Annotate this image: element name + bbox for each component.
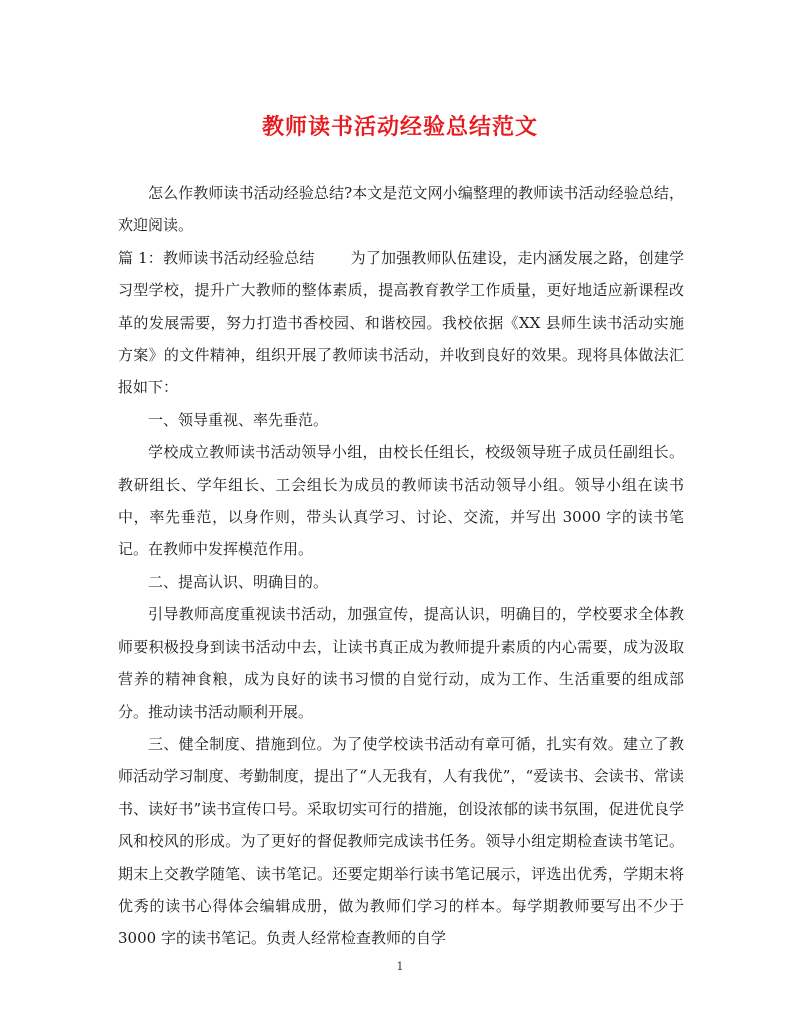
section-heading-2: 二、提高认识、明确目的。 (148, 572, 329, 591)
page-number: 1 (396, 960, 404, 973)
chapter-text: 为了加强教师队伍建设，走内涵发展之路，创建学习型学校，提升广大教师的整体素质，提高教育教学工作质量，更好地适应新课程改革的发展需要，努力打造书香校园、和谐校园。我校依据《XX 县师生读书活动实施方案》的文件精神，组织开展了教师读书活动，并收到良好的效果。现将具体做法汇报如下： (118, 248, 684, 397)
section-heading-1: 一、领导重视、率先垂范。 (148, 410, 329, 429)
section-paragraph-1: 学校成立教师读书活动领导小组，由校长任组长，校级领导班子成员任副组长。教研组长、学年组长、工会组长为成员的教师读书活动领导小组。领导小组在读书中，率先垂范，以身作则，带头认真学习、讨论、交流，并写出 3000 字的读书笔记。在教师中发挥模范作用。 (118, 443, 684, 559)
document-title: 教师读书活动经验总结范文 (261, 114, 538, 140)
section-paragraph-2: 引导教师高度重视读书活动，加强宣传，提高认识，明确目的，学校要求全体教师要积极投身到读书活动中去，让读书真正成为教师提升素质的内心需要，成为汲取营养的精神食粮，成为良好的读书习惯的自觉行动，成为工作、生活重要的组成部分。推动读书活动顺利开展。 (118, 605, 684, 721)
chapter-paragraph (118, 242, 684, 404)
intro-paragraph: 怎么作教师读书活动经验总结?本文是范文网小编整理的教师读书活动经验总结，欢迎阅读。 (118, 184, 684, 235)
chapter-label: 篇 1：教师读书活动经验总结 (118, 248, 315, 267)
section-paragraph-3: 三、健全制度、措施到位。为了使学校读书活动有章可循，扎实有效。建立了教师活动学习制度、考勤制度，提出了“人无我有，人有我优”，“爱读书、会读书、常读书、读好书”读书宣传口号。采取切实可行的措施，创设浓郁的读书氛围，促进优良学风和校风的形成。为了更好的督促教师完成读书任务。领导小组定期检查读书笔记。期末上交教学随笔、读书笔记。还要定期举行读书笔记展示，评选出优秀，学期末将优秀的读书心得体会编辑成册，做为教师们学习的样本。每学期教师要写出不少于 3000 字的读书笔记。负责人经常检查教师的自学 (118, 734, 684, 948)
document-body (118, 177, 684, 955)
